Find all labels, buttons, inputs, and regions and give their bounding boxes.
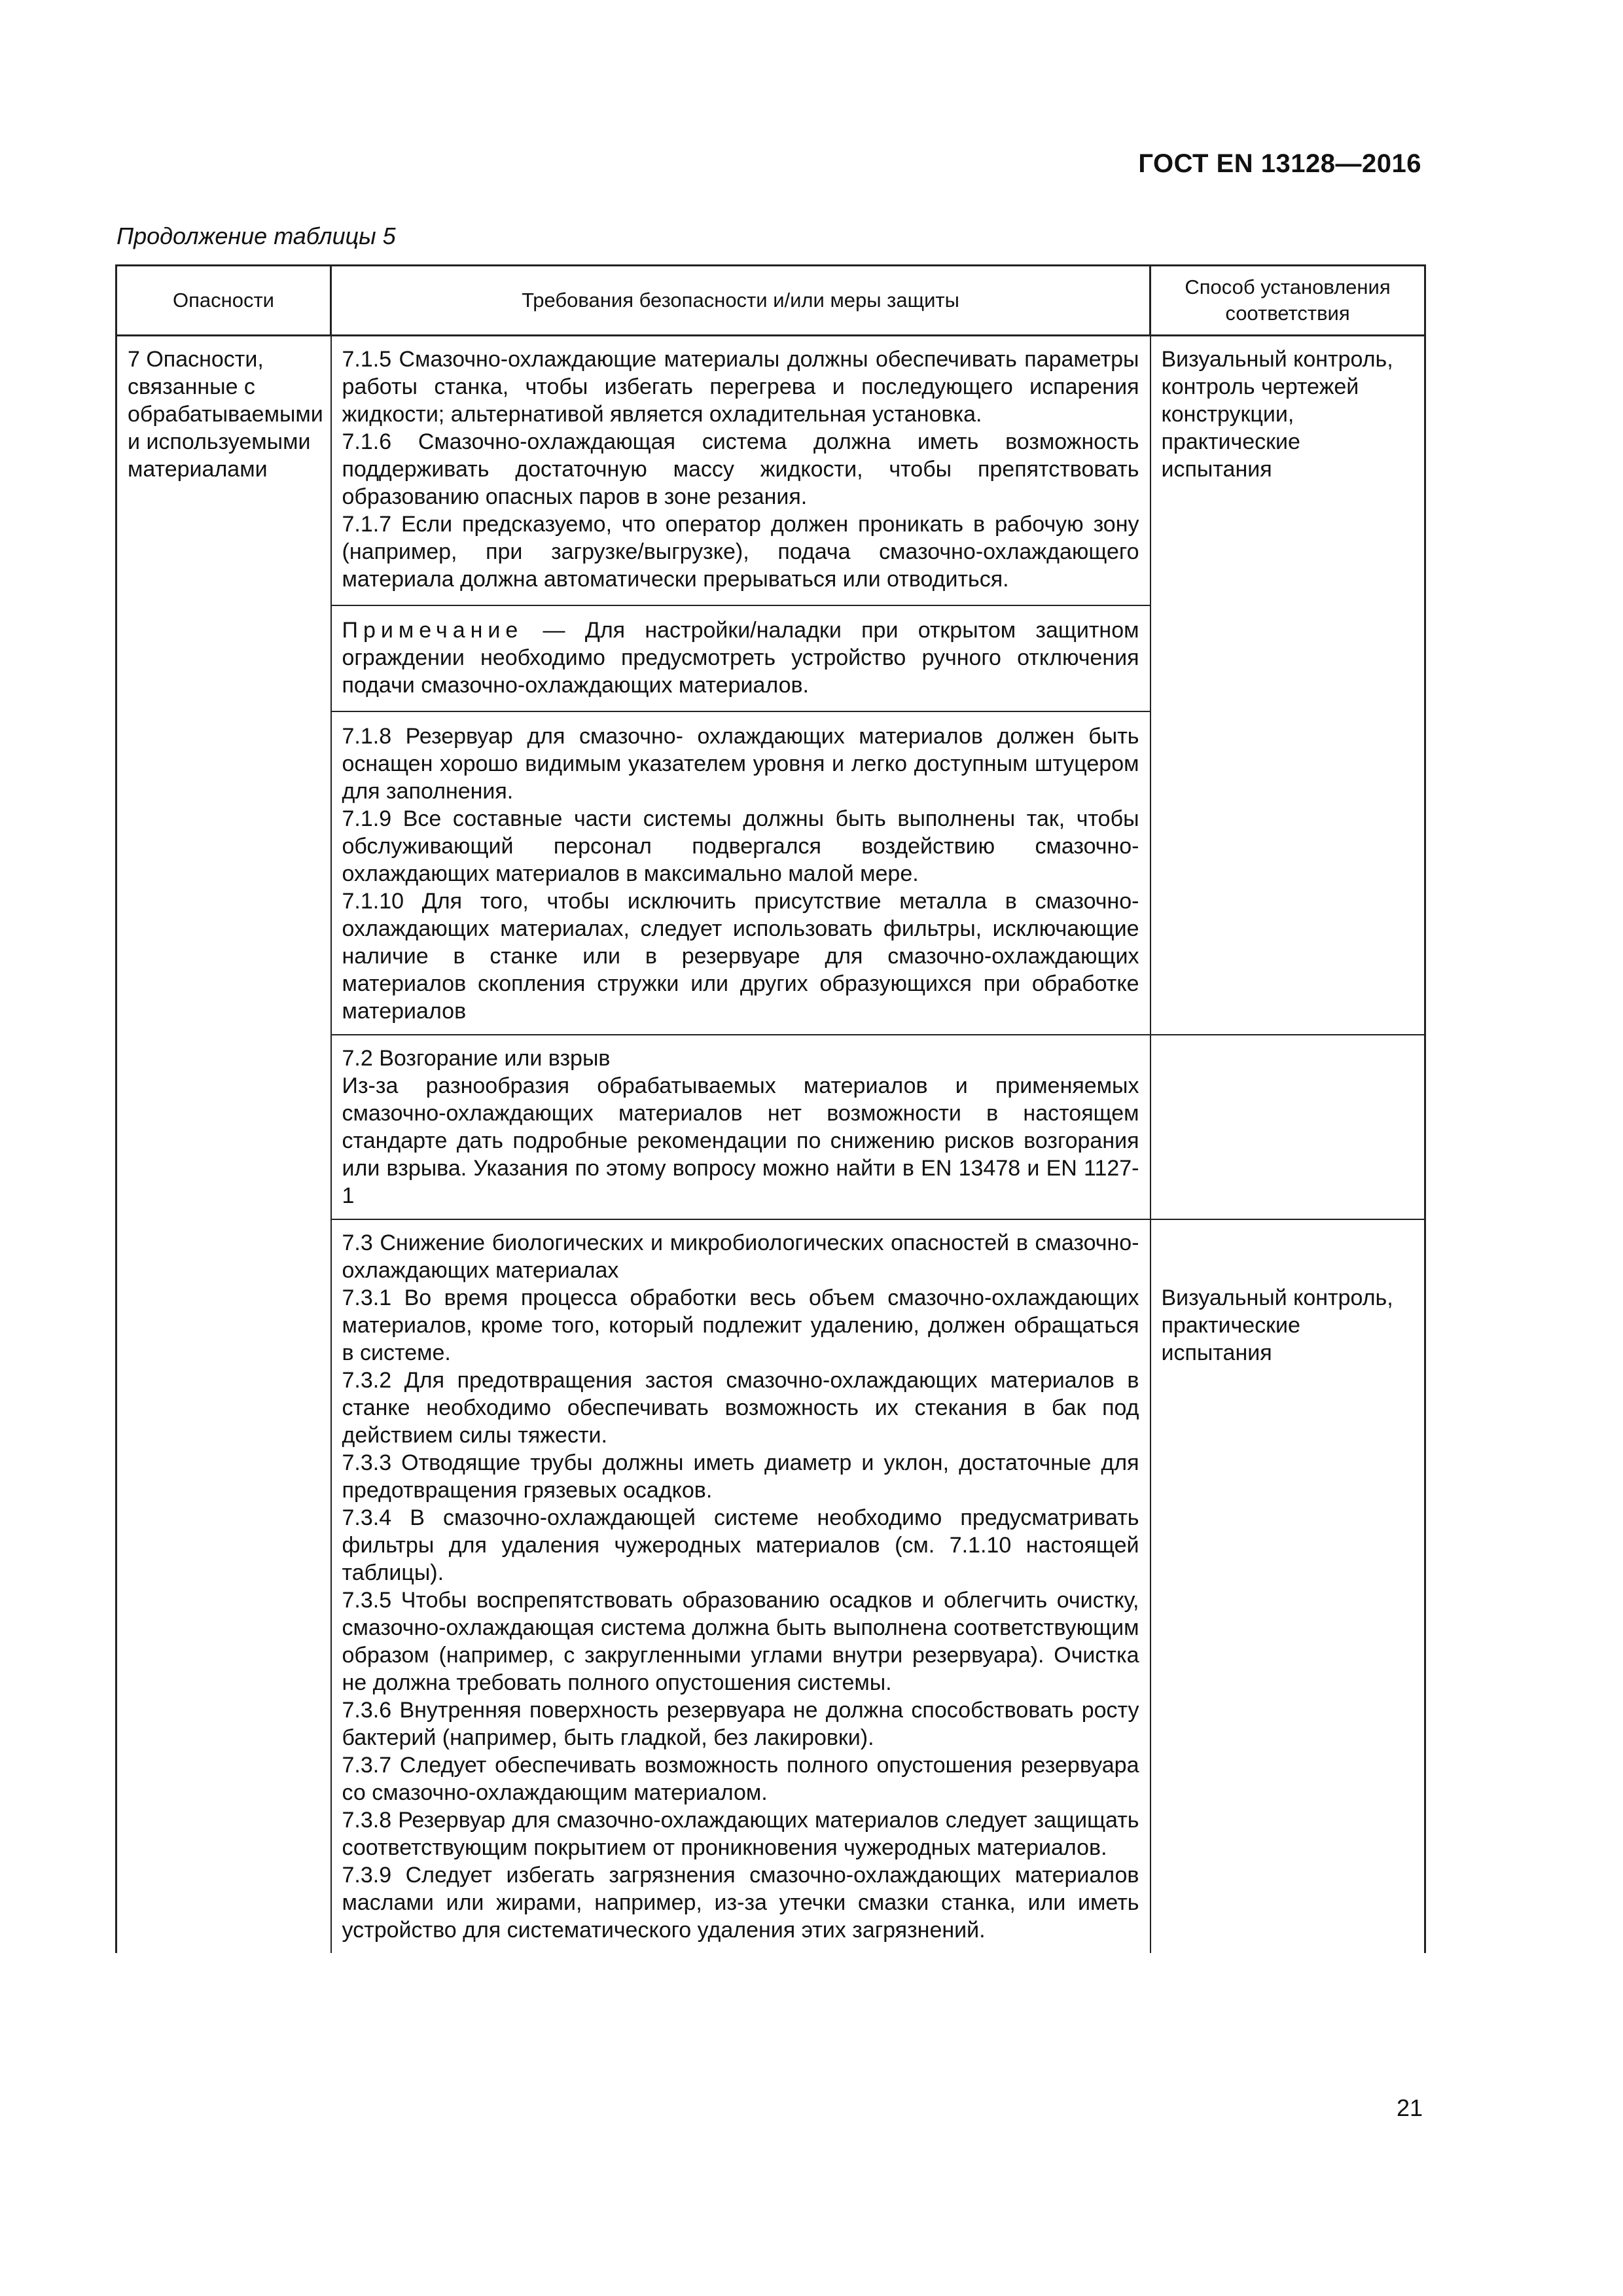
verification-text: Визуальный контроль, практические испытания (1161, 1285, 1393, 1365)
document-code: ГОСТ EN 13128—2016 (1138, 149, 1421, 178)
requirement-7-3-6: 7.3.6 Внутренняя поверхность резервуара не должна способствовать росту бактерий (например, быть гладкой, без лакировки). (342, 1698, 1139, 1750)
requirement-7-3-7: 7.3.7 Следует обеспечивать возможность полного опустошения резервуара со смазочно-охлаждающим материалом. (342, 1753, 1139, 1805)
note-text: — Для настройки/наладки при открытом защитном ограждении необходимо предусмотреть устройство ручного отключения подачи смазочно-охлаждающих материалов. (342, 618, 1139, 698)
requirements-cell (331, 1219, 1150, 1953)
column-header-requirements: Требования безопасности и/или меры защиты (331, 266, 1150, 336)
verification-text: Визуальный контроль, контроль чертежей конструкции, практические испытания (1161, 347, 1393, 482)
requirement-7-3-2: 7.3.2 Для предотвращения застоя смазочно-охлаждающих материалов в станке необходимо обеспечивать возможность их стекания в бак под действием силы тяжести. (342, 1368, 1139, 1448)
note-divider-top (332, 598, 1150, 606)
requirement-7-2-text: Из-за разнообразия обрабатываемых материалов и применяемых смазочно-охлаждающих материалов нет возможности в настоящем стандарте дать подробные рекомендации по снижению рисков возгорания или взрыва. Указания по этому вопросу можно найти в EN 13478 и EN 1127-1 (342, 1073, 1139, 1208)
page-number: 21 (1396, 2094, 1423, 2121)
requirement-7-1-5: 7.1.5 Смазочно-охлаждающие материалы должны обеспечивать параметры работы станка, чтобы избегать перегрева и последующего испарения жидкости; альтернативой является охладительная установка. (342, 347, 1139, 427)
table-header-row (116, 266, 1425, 336)
hazard-text: 7 Опасности, связанные с обрабатываемыми и используемыми материалами (128, 347, 323, 482)
requirement-7-3-3: 7.3.3 Отводящие трубы должны иметь диаметр и уклон, достаточные для предотвращения грязевых осадков. (342, 1450, 1139, 1503)
requirement-7-1-7: 7.1.7 Если предсказуемо, что оператор должен проникать в рабочую зону (например, при загрузке/выгрузке), подача смазочно-охлаждающего материала должна автоматически прерываться или отводиться. (342, 512, 1139, 592)
column-header-verification: Способ установления соответствия (1150, 266, 1425, 336)
hazard-cell (116, 336, 331, 1954)
requirement-7-1-8: 7.1.8 Резервуар для смазочно- охлаждающих материалов должен быть оснащен хорошо видимым указателем уровня и легко доступным штуцером для заполнения. (342, 724, 1139, 804)
verification-cell (1150, 1219, 1425, 1953)
note-divider-bottom (332, 704, 1150, 712)
requirement-7-3-title: 7.3 Снижение биологических и микробиологических опасностей в смазочно-охлаждающих материалах (342, 1230, 1139, 1283)
requirement-7-3-8: 7.3.8 Резервуар для смазочно-охлаждающих материалов следует защищать соответствующим покрытием от проникновения чужеродных материалов. (342, 1808, 1139, 1860)
requirement-7-3-4: 7.3.4 В смазочно-охлаждающей системе необходимо предусматривать фильтры для удаления чужеродных материалов (см. 7.1.10 настоящей таблицы). (342, 1505, 1139, 1585)
requirement-7-3-1: 7.3.1 Во время процесса обработки весь объем смазочно-охлаждающих материалов, кроме того, который подлежит удалению, должен обращаться в системе. (342, 1285, 1139, 1365)
requirements-table (115, 264, 1426, 1953)
requirement-7-2-title: 7.2 Возгорание или взрыв (342, 1046, 611, 1071)
table-caption: Продолжение таблицы 5 (116, 223, 396, 249)
requirements-cell (331, 1035, 1150, 1219)
verification-spacer (1162, 1229, 1414, 1284)
requirement-7-1-9: 7.1.9 Все составные части системы должны быть выполнены так, чтобы обслуживающий персонал подвергался воздействию смазочно-охлаждающих материалов в максимально малой мере. (342, 806, 1139, 886)
requirement-7-1-10: 7.1.10 Для того, чтобы исключить присутствие металла в смазочно-охлаждающих материалах, следует использовать фильтры, исключающие наличие в станке или в резервуаре для смазочно-охлаждающих материалов скопления стружки или других образующихся при обработке материалов (342, 889, 1139, 1024)
requirement-7-3-9: 7.3.9 Следует избегать загрязнения смазочно-охлаждающих материалов маслами или жирами, например, из-за утечки смазки станка, или иметь устройство для систематического удаления этих загрязнений. (342, 1863, 1139, 1943)
table-row (116, 336, 1425, 1035)
requirement-7-1-6: 7.1.6 Смазочно-охлаждающая система должна иметь возможность поддерживать достаточную массу жидкости, чтобы препятствовать образованию опасных паров в зоне резания. (342, 429, 1139, 509)
note (342, 617, 1139, 699)
column-header-hazards: Опасности (116, 266, 331, 336)
requirements-cell (331, 336, 1150, 1035)
verification-cell (1150, 336, 1425, 1035)
verification-cell (1150, 1035, 1425, 1219)
requirement-7-3-5: 7.3.5 Чтобы воспрепятствовать образованию осадков и облегчить очистку, смазочно-охлаждающая система должна быть выполнена соответствующим образом (например, с закругленными углами внутри резервуара). Очистка не должна требовать полного опустошения системы. (342, 1588, 1139, 1695)
note-label: Примечание (342, 618, 524, 643)
